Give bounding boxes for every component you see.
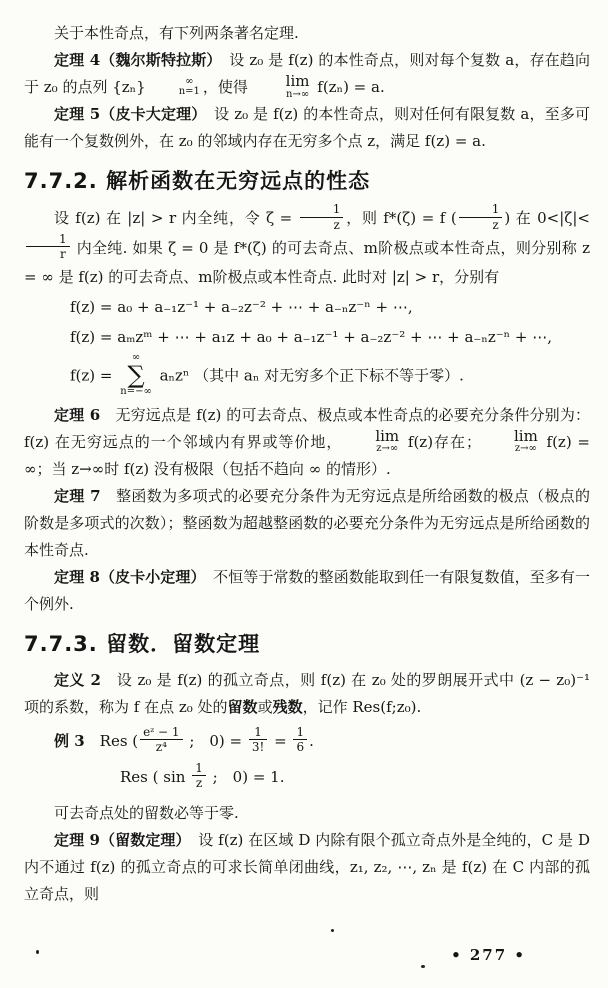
paragraph — [24, 204, 590, 291]
scan-speck — [421, 965, 425, 968]
fraction-denominator: 6 — [296, 740, 305, 755]
bold-text-run: 留数 — [227, 697, 258, 716]
text-run: ，记作 Res(f;z₀). — [302, 697, 422, 716]
text-run: 无穷远点是 f(z) 的可去奇点、极点或本性奇点的必要充分条件分别为：f(z) 在无穷远点的一个邻域内有界或等价地， — [24, 405, 590, 451]
text-run: 可去奇点处的留数必等于零. — [54, 804, 239, 823]
stack-main: lim — [285, 71, 310, 90]
text-run: Res ( sin — [120, 767, 191, 786]
text-run: Res ( — [84, 731, 139, 750]
fraction-numerator: 1 — [300, 202, 344, 217]
fraction — [26, 232, 70, 262]
limit-operator — [256, 71, 310, 100]
bold-text-run: 定理 9（留数定理） — [54, 831, 184, 850]
text-run: 关于本性奇点，有下列两条著名定理. — [54, 24, 299, 42]
stack-top: ∞ — [131, 351, 141, 363]
text-run: 不恒等于常数的整函数能取到任一有限复数值，至多有一个例外. — [24, 567, 590, 613]
fraction — [300, 202, 344, 232]
scan-speck — [331, 929, 334, 932]
paragraph — [24, 564, 590, 618]
fraction-denominator: z — [492, 217, 499, 232]
fraction-numerator: 1 — [459, 202, 503, 217]
paragraph — [24, 667, 590, 721]
text-run: 设 z₀ 是 f(z) 的本性奇点，则对每个复数 a，存在趋向于 z₀ 的点列 {zₙ} — [24, 51, 590, 96]
fraction-numerator: 1 — [249, 725, 267, 740]
bold-text-run: 定理 5（皮卡大定理） — [54, 105, 199, 124]
paragraph — [24, 47, 590, 101]
text-run: f(z) = — [70, 366, 118, 385]
formula-line — [70, 351, 590, 399]
formula-line — [120, 760, 590, 793]
bold-text-run: 定理 6 — [54, 405, 101, 424]
bold-text-run: 定理 4（魏尔斯特拉斯） — [54, 51, 215, 69]
formula-line — [70, 324, 590, 351]
paragraph — [24, 483, 590, 564]
paragraph — [24, 800, 590, 827]
fraction — [293, 725, 307, 755]
bold-text-run: 例 3 — [54, 731, 85, 750]
paragraph — [24, 402, 590, 483]
bold-text-run: 残数 — [272, 697, 303, 716]
fraction — [459, 202, 503, 232]
text-run: f(z) = ∞；当 z→∞时 f(z) 没有极限（包括不趋向 ∞ 的情形）. — [24, 432, 590, 478]
bold-text-run: 定义 2 — [54, 670, 101, 689]
text-run: aₙzⁿ （其中 aₙ 对无穷多个正下标不等于零）. — [154, 366, 464, 385]
fraction-numerator: eᶻ − 1 — [140, 725, 182, 740]
text-run: 内全纯. 如果 ζ = 0 是 f*(ζ) 的可去奇点、m阶极点或本性奇点，则分别称 z = ∞ 是 f(z) 的可去奇点、m阶极点或本性奇点. 此时对 |z| > r，分别有 — [24, 238, 590, 286]
page-number: • 277 • — [451, 946, 526, 964]
text-run: ; 0) = — [184, 731, 247, 750]
text-run: . — [309, 731, 314, 750]
text-run: 整函数为多项式的必要充分条件为无穷远点是所给函数的极点（极点的阶数是多项式的次数）；整函数为超越整函数的必要充分条件为无穷远点是所给函数的本性奇点. — [24, 486, 590, 559]
formula-line — [54, 724, 590, 757]
limit-operator — [345, 426, 400, 455]
fraction-denominator: 3! — [251, 740, 265, 755]
fraction-numerator: 1 — [26, 232, 70, 247]
paragraph — [24, 101, 590, 155]
fraction — [249, 725, 267, 755]
fraction-denominator: r — [59, 247, 66, 262]
text-run: f(z) = a₀ + a₋₁z⁻¹ + a₋₂z⁻² + ⋯ + a₋ₙz⁻ⁿ + ⋯, — [70, 297, 413, 316]
formula-line — [70, 294, 590, 321]
text-run: ，使得 — [202, 78, 253, 96]
text-run: 设 z₀ 是 f(z) 的本性奇点，则对任何有限复数 a，至多可能有一个复数例外，在 z₀ 的邻域内存在无穷多个点 z，满足 f(z) = a. — [24, 105, 590, 151]
fraction-denominator: z⁴ — [155, 740, 167, 755]
text-run: f(zₙ) = a. — [312, 78, 385, 96]
stack-main: lim — [513, 426, 538, 445]
section-heading — [24, 631, 590, 658]
stack-bot: n=−∞ — [120, 386, 152, 398]
stack-bot: n=1 — [178, 86, 200, 97]
stack-top: ∞ — [185, 75, 194, 87]
paragraph — [24, 20, 590, 47]
text-run: 或 — [257, 697, 273, 716]
text-run: 7.7.3. 留数．留数定理 — [24, 631, 261, 656]
fraction-numerator: 1 — [192, 761, 206, 776]
section-heading — [24, 168, 590, 195]
script-stack — [149, 77, 200, 98]
text-run: = — [269, 731, 292, 750]
bold-text-run: 定理 8（皮卡小定理） — [54, 567, 199, 586]
summation-symbol — [120, 353, 152, 398]
text-run: f(z) = aₘzᵐ + ⋯ + a₁z + a₀ + a₋₁z⁻¹ + a₋₂z⁻² + ⋯ + a₋ₙz⁻ⁿ + ⋯, — [70, 327, 552, 346]
stack-bot: z→∞ — [514, 443, 537, 455]
stack-main: lim — [375, 426, 400, 445]
text-run: 设 f(z) 在 |z| > r 内全纯，令 ζ = — [54, 209, 298, 228]
bold-text-run: 定理 7 — [54, 486, 101, 505]
text-run: 设 z₀ 是 f(z) 的孤立奇点，则 f(z) 在 z₀ 处的罗朗展开式中 (z − z₀)⁻¹ 项的系数，称为 f 在点 z₀ 处的 — [24, 670, 590, 716]
text-run: 7.7.2. 解析函数在无穷远点的性态 — [24, 169, 371, 194]
text-run: ，则 f*(ζ) = f ( — [345, 209, 457, 228]
text-run: ) 在 0<|ζ|< — [504, 209, 590, 228]
fraction-denominator: z — [195, 775, 203, 790]
fraction — [192, 761, 206, 791]
text-run: 设 f(z) 在区域 D 内除有限个孤立奇点外是全纯的，C 是 D 内不通过 f(z) 的孤立奇点的可求长简单闭曲线，z₁, z₂, ⋯, zₙ 是 f(z) 在 C 内部的孤立奇点，则 — [24, 831, 590, 904]
stack-bot: z→∞ — [376, 443, 399, 455]
text-run: ; 0) = 1. — [207, 767, 285, 786]
limit-operator — [484, 426, 538, 455]
paragraph — [24, 827, 590, 908]
scan-speck — [36, 950, 39, 954]
fraction — [140, 725, 182, 755]
stack-bot: n→∞ — [286, 88, 310, 100]
fraction-numerator: 1 — [293, 725, 307, 740]
text-run: f(z)存在； — [402, 432, 481, 451]
fraction-denominator: z — [333, 217, 340, 232]
stack-main: ∑ — [127, 361, 145, 390]
